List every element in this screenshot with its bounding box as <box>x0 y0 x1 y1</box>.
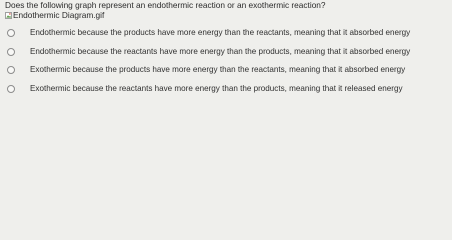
question-image <box>5 10 104 20</box>
radio-button[interactable] <box>7 48 15 56</box>
answer-option[interactable] <box>7 80 447 99</box>
answer-option-label: Endothermic because the reactants have more energy than the products, meaning that it absorbed energy <box>30 46 411 56</box>
radio-button[interactable] <box>7 66 15 74</box>
answer-option-label: Endothermic because the products have more energy than the reactants, meaning that it absorbed energy <box>30 28 411 38</box>
answer-option[interactable] <box>7 24 447 43</box>
answer-option[interactable] <box>7 43 447 62</box>
question-text: Does the following graph represent an endothermic reaction or an exothermic reaction? <box>5 0 326 10</box>
radio-button[interactable] <box>7 29 15 37</box>
answer-option-label: Exothermic because the reactants have more energy than the products, meaning that it released energy <box>30 83 403 93</box>
answer-options <box>7 24 447 98</box>
radio-button[interactable] <box>7 85 15 93</box>
broken-image-icon <box>5 12 12 19</box>
image-alt-text: Endothermic Diagram.gif <box>13 10 105 20</box>
answer-option-label: Exothermic because the products have more energy than the reactants, meaning that it absorbed energy <box>30 65 406 75</box>
answer-option[interactable] <box>7 61 447 80</box>
